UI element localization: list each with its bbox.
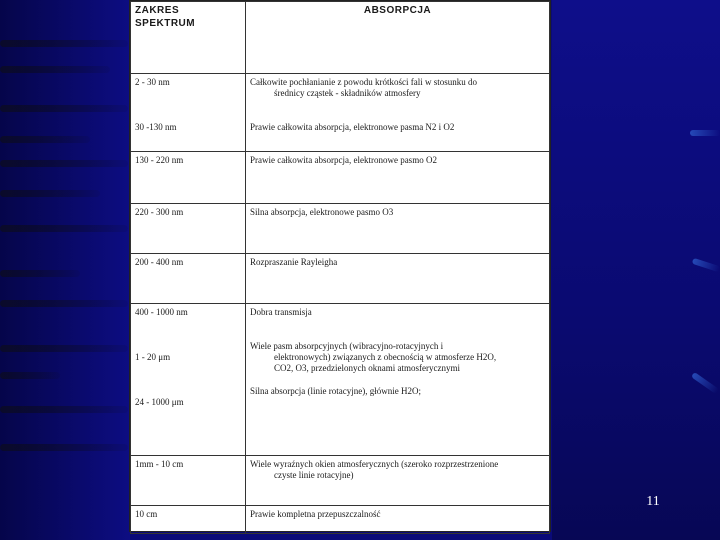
absorption-cell [246,74,550,152]
spectrum-range-cell: 220 - 300 nm [131,204,246,254]
slide-content [129,0,551,532]
absorption-text: Silna absorpcja (linie rotacyjne), głównie H2O; [250,385,421,396]
table-row [131,204,550,254]
decorative-streak [690,130,720,136]
spectrum-range-cell [131,304,246,456]
table-header-row [131,2,550,74]
decorative-streak [0,345,128,352]
range-text: 400 - 1000 nm [135,307,188,317]
spectrum-range-cell: 200 - 400 nm [131,254,246,304]
header-spectrum-range: ZAKRES SPEKTRUM [131,2,246,74]
table-row [131,152,550,204]
spectrum-range-cell: 130 - 220 nm [131,152,246,204]
absorption-text: średnicy cząstek - składników atmosfery [274,88,421,99]
range-text: 2 - 30 nm [135,77,170,87]
spectrum-range-cell [131,74,246,152]
absorption-text: Prawie całkowita absorpcja, elektronowe pasma N2 i O2 [250,122,455,132]
range-text: 1 - 20 μm [135,352,171,362]
absorption-text: Całkowite pochłanianie z powodu krótkości fali w stosunku do [250,77,477,87]
absorption-text: czyste linie rotacyjne) [274,470,354,481]
range-text: 30 -130 nm [135,122,177,132]
absorption-cell: Rozpraszanie Rayleigha [246,254,550,304]
absorption-text: CO2, O3, przedzielonych oknami atmosferycznymi [274,363,460,374]
absorption-text: elektronowych) związanych z obecnością w atmosferze H2O, [274,352,497,362]
absorption-cell [246,456,550,506]
absorption-text: Dobra transmisja [250,307,312,317]
table-row [131,304,550,456]
decorative-streak [0,136,90,143]
spectrum-range-cell: 1mm - 10 cm [131,456,246,506]
absorption-text: Wiele pasm absorpcyjnych (wibracyjno-rotacyjnych i [250,340,444,351]
absorption-text: Wiele wyraźnych okien atmosferycznych (szeroko rozprzestrzenione [250,459,499,469]
decorative-streak [0,160,128,167]
decorative-streak [0,270,80,277]
decorative-streak [0,444,128,451]
absorption-cell: Prawie całkowita absorpcja, elektronowe pasmo O2 [246,152,550,204]
decorative-streak [0,300,128,307]
table-row [131,506,550,534]
decorative-streak [0,372,60,379]
absorption-cell [246,304,550,456]
decorative-streak [0,40,128,47]
decorative-streak [0,406,128,413]
absorption-cell: Silna absorpcja, elektronowe pasmo O3 [246,204,550,254]
table-row [131,74,550,152]
decorative-streak [0,190,100,197]
absorption-cell: Prawie kompletna przepuszczalność [246,506,550,534]
spectrum-range-cell: 10 cm [131,506,246,534]
table-row [131,254,550,304]
absorption-table [130,1,550,534]
range-text: 24 - 1000 μm [135,397,184,407]
header-absorption: ABSORPCJA [246,2,550,74]
decorative-streak [0,225,128,232]
page-number: 11 [646,494,660,509]
decorative-streak [0,66,110,73]
background-right-panel [552,0,720,540]
table-row [131,456,550,506]
decorative-streak [0,105,128,112]
